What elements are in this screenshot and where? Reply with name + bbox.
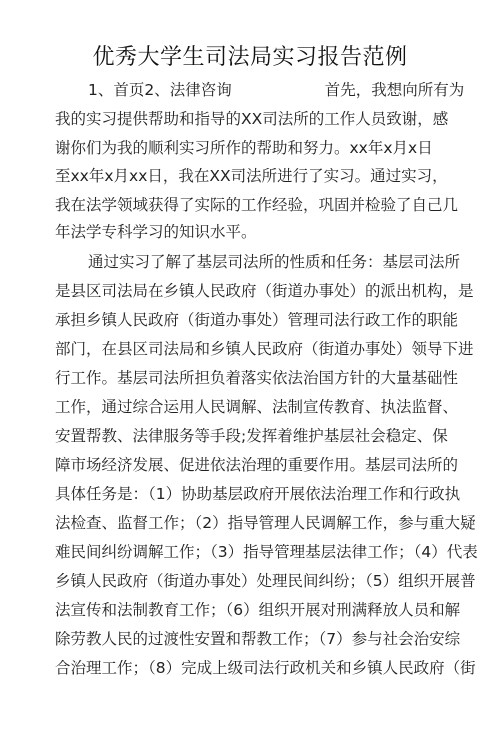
paragraph-line: 安置帮教、法律服务等手段;发挥着维护基层社会稳定、保: [55, 427, 448, 445]
paragraph-line: 我在法学领域获得了实际的工作经验，巩固并检验了自己几: [55, 196, 459, 214]
paragraph-line: 谢你们为我的顺利实习所作的帮助和努力。xx年x月x日: [55, 139, 433, 157]
document-title: 优秀大学生司法局实习报告范例: [92, 45, 408, 70]
paragraph-line: 行工作。基层司法所担负着落实依法治国方针的大量基础性: [55, 369, 459, 387]
paragraph-line: 除劳教人民的过渡性安置和帮教工作；（7）参与社会治安综: [55, 630, 461, 648]
paragraph-line: 1、首页2、法律咨询 首先，我想向所有为: [88, 81, 465, 99]
paragraph-line: 难民间纠纷调解工作；（3）指导管理基层法律工作；（4）代表: [55, 543, 478, 561]
paragraph-line: 通过实习了解了基层司法所的性质和任务：基层司法所: [88, 253, 461, 271]
paragraph-line: 法检查、监督工作；（2）指导管理人民调解工作，参与重大疑: [55, 514, 476, 532]
paragraph-line: 乡镇人民政府（街道办事处）处理民间纠纷；（5）组织开展普: [55, 572, 476, 590]
paragraph-line: 法宣传和法制教育工作；（6）组织开展对刑满释放人员和解: [55, 601, 461, 619]
paragraph-line: 承担乡镇人民政府（街道办事处）管理司法行政工作的职能: [55, 311, 459, 329]
paragraph-line: 年法学专科学习的知识水平。: [55, 223, 257, 241]
paragraph-line: 工作，通过综合运用人民调解、法制宣传教育、执法监督、: [55, 398, 459, 416]
paragraph-line: 至xx年x月xx日，我在XX司法所进行了实习。通过实习，: [55, 167, 448, 185]
paragraph-line: 部门，在县区司法局和乡镇人民政府（街道办事处）领导下进: [55, 340, 474, 358]
paragraph-line: 障市场经济发展、促进依法治理的重要作用。基层司法所的: [55, 456, 459, 474]
paragraph-line: 我的实习提供帮助和指导的XX司法所的工作人员致谢，感: [55, 110, 449, 128]
paragraph-line: 合治理工作；（8）完成上级司法行政机关和乡镇人民政府（街: [55, 659, 476, 677]
paragraph-line: 具体任务是：（1）协助基层政府开展依法治理工作和行政执: [55, 485, 461, 503]
paragraph-line: 是县区司法局在乡镇人民政府（街道办事处）的派出机构，是: [55, 282, 474, 300]
